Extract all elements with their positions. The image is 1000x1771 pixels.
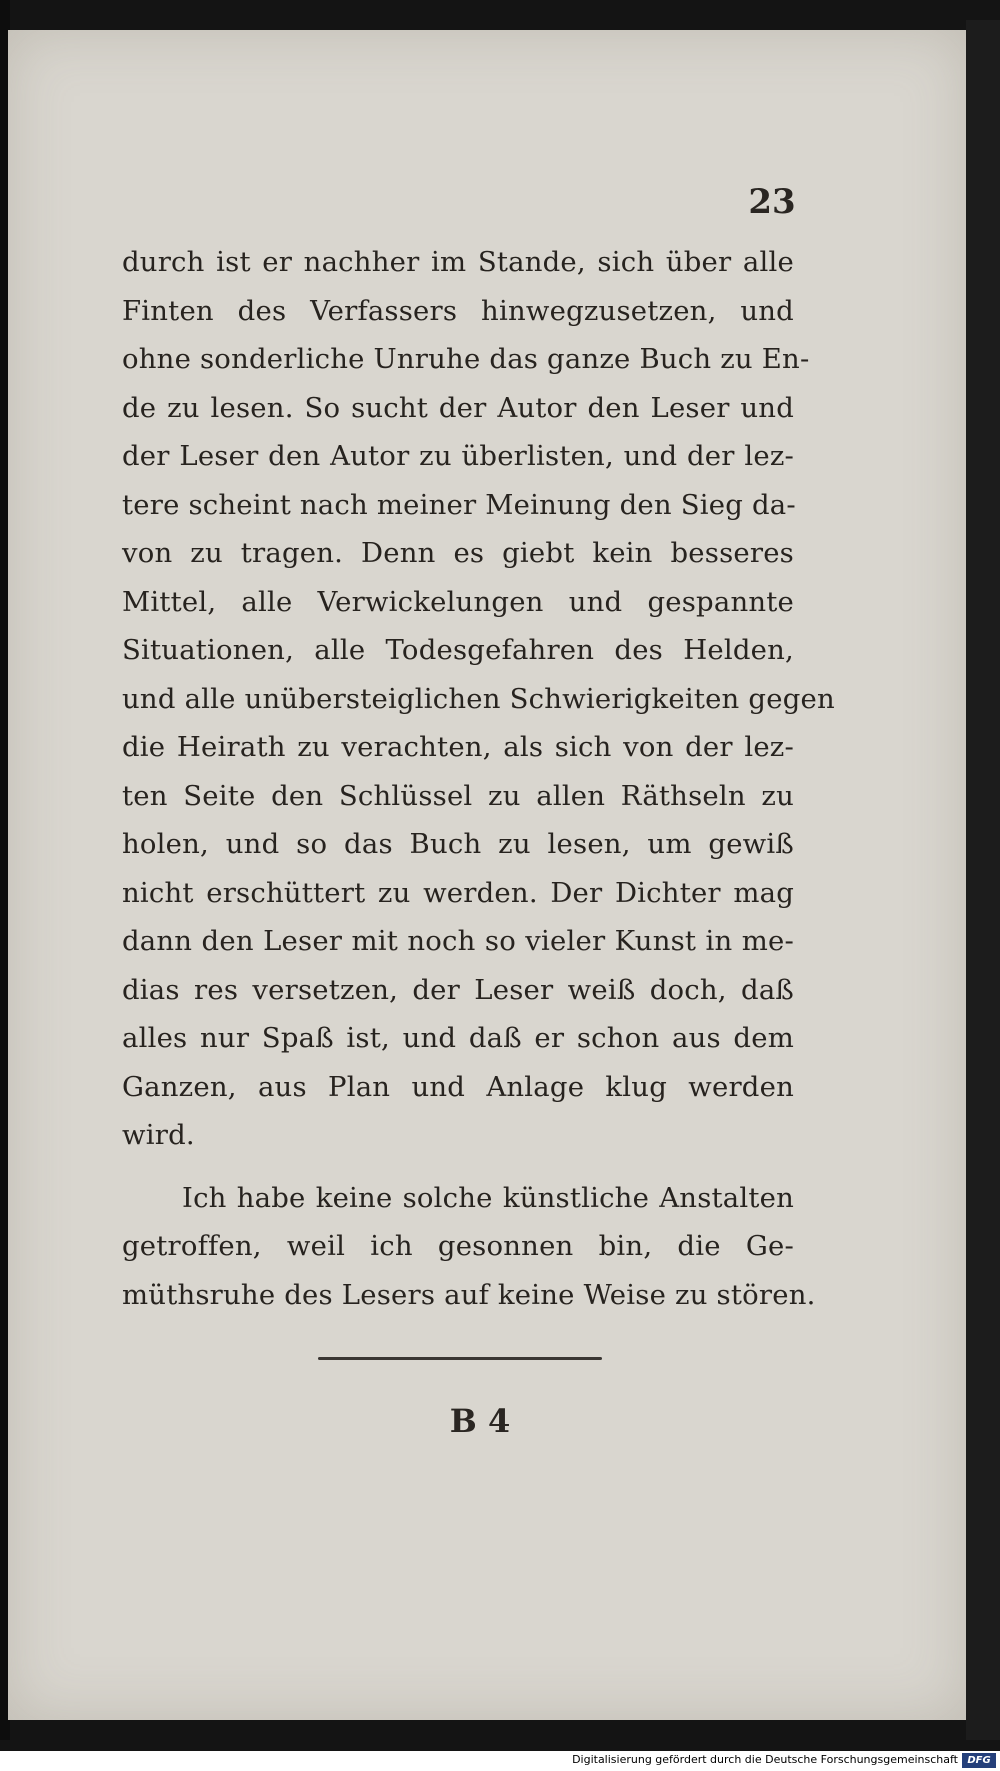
text-line: ten Seite den Schlüssel zu allen Räthseln zu <box>122 779 794 812</box>
paragraph-gap <box>122 1160 794 1174</box>
page-number: 23 <box>748 182 796 222</box>
text-line: durch ist er nachher im Stande, sich über alle <box>122 246 794 278</box>
text-line: Finten des Verfassers hinwegzusetzen, und <box>122 294 794 327</box>
text-line: dann den Leser mit noch so vieler Kunst in me- <box>122 925 794 957</box>
text-line: der Leser den Autor zu überlisten, und der lez- <box>122 440 794 472</box>
text-line: ohne sonderliche Unruhe das ganze Buch zu En- <box>122 343 810 375</box>
page-edge <box>966 20 1000 1740</box>
text-line: von zu tragen. Denn es giebt kein besseres <box>122 537 794 569</box>
text-line: Ich habe keine solche künstliche Anstalten <box>182 1181 794 1214</box>
text-line: Ganzen, aus Plan und Anlage klug werden <box>122 1070 794 1103</box>
text-line: Situationen, alle Todesgefahren des Helden, <box>122 634 794 666</box>
footer-bar <box>0 1751 1000 1771</box>
body-text <box>122 238 835 1319</box>
text-line: alles nur Spaß ist, und daß er schon aus dem <box>122 1022 794 1054</box>
text-line: und alle unübersteiglichen Schwierigkeiten gegen <box>122 682 835 715</box>
text-line: die Heirath zu verachten, als sich von der lez- <box>122 731 794 763</box>
text-line: müthsruhe des Lesers auf keine Weise zu stören. <box>122 1278 816 1311</box>
text-line: dias res versetzen, der Leser weiß doch, daß <box>122 973 794 1006</box>
footer-credit: Digitalisierung gefördert durch die Deutsche Forschungsgemeinschaft <box>572 1753 958 1766</box>
printer-signature: B 4 <box>449 1402 511 1440</box>
text-line: tere scheint nach meiner Meinung den Sieg da- <box>122 488 796 521</box>
text-line: holen, und so das Buch zu lesen, um gewiß <box>122 828 794 860</box>
text-line: Mittel, alle Verwickelungen und gespannte <box>122 585 794 618</box>
dfg-logo-icon: DFG <box>962 1753 996 1768</box>
text-line: wird. <box>122 1119 195 1151</box>
section-rule <box>318 1357 602 1360</box>
text-line: nicht erschüttert zu werden. Der Dichter mag <box>122 876 794 909</box>
text-line: de zu lesen. So sucht der Autor den Leser und <box>122 391 794 424</box>
text-line: getroffen, weil ich gesonnen bin, die Ge- <box>122 1230 794 1262</box>
